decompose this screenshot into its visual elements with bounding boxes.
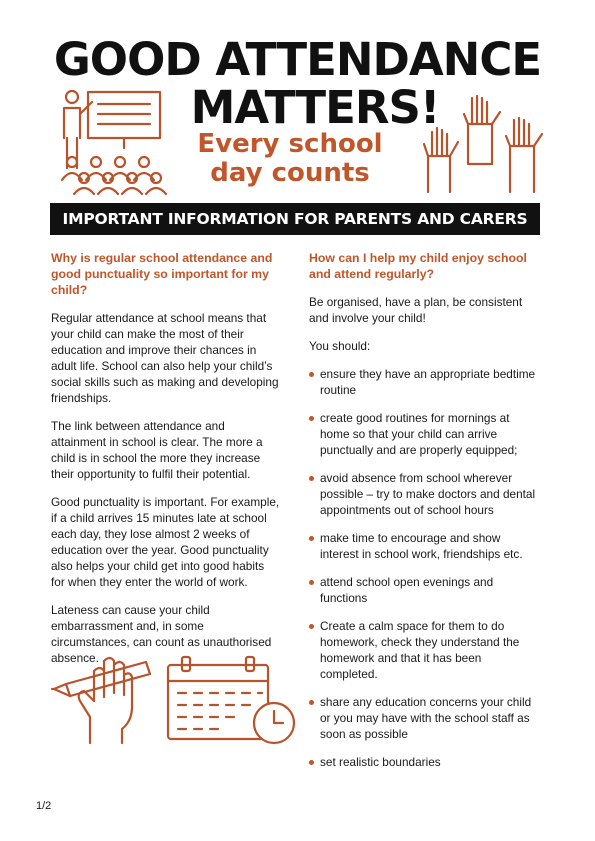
- hand-pencil-icon: [50, 655, 160, 745]
- page-title-line1: GOOD ATTENDANCE: [53, 33, 542, 86]
- you-should-label: You should:: [309, 339, 371, 353]
- subtitle: [170, 130, 410, 188]
- list-item: create good routines for mornings at home so that your child can arrive punctually and are properly equipped;: [309, 410, 539, 458]
- left-column: [51, 250, 281, 678]
- left-paragraph: Regular attendance at school means that your child can make the most of their education and improve their chances in adult life. School can also help your child’s social skills such as making and developing friendships.: [51, 311, 279, 405]
- subtitle-line2: day counts: [210, 158, 370, 188]
- subtitle-line1: Every school: [197, 129, 383, 159]
- left-paragraph: Good punctuality is important. For example, if a child arrives 15 minutes late at school each day, they lose almost 2 weeks of education over the year. Good punctuality also helps your child get into good habits for when they enter the world of work.: [51, 495, 280, 589]
- right-heading: How can I help my child enjoy school and attend regularly?: [309, 251, 527, 281]
- list-item: Create a calm space for them to do homework, check they understand the homework and that it has been completed.: [309, 618, 539, 682]
- right-column: [309, 250, 539, 782]
- calendar-clock-icon: [164, 655, 300, 747]
- list-item: attend school open evenings and functions: [309, 574, 539, 606]
- advice-list: [309, 366, 539, 770]
- left-heading: Why is regular school attendance and good punctuality so important for my child?: [51, 251, 273, 297]
- right-intro: Be organised, have a plan, be consistent and involve your child!: [309, 295, 523, 325]
- page-title-line2: MATTERS!: [190, 81, 440, 134]
- list-item: make time to encourage and show interest in school work, friendships etc.: [309, 530, 539, 562]
- list-item: set realistic boundaries: [309, 754, 539, 770]
- left-paragraph: Lateness can cause your child embarrassment and, in some circumstances, can count as unauthorised absence.: [51, 603, 272, 665]
- list-item: ensure they have an appropriate bedtime routine: [309, 366, 539, 398]
- teacher-classroom-icon: [48, 88, 183, 196]
- page-number: 1/2: [36, 800, 52, 812]
- raised-hands-icon: [420, 94, 550, 194]
- left-paragraph: The link between attendance and attainment in school is clear. The more a child is in school the more they increase their opportunity to fulfil their potential.: [51, 419, 263, 481]
- list-item: avoid absence from school wherever possible – try to make doctors and dental appointments out of school hours: [309, 470, 539, 518]
- info-banner: IMPORTANT INFORMATION FOR PARENTS AND CARERS: [50, 203, 540, 235]
- list-item: share any education concerns your child or you may have with the school staff as soon as possible: [309, 694, 539, 742]
